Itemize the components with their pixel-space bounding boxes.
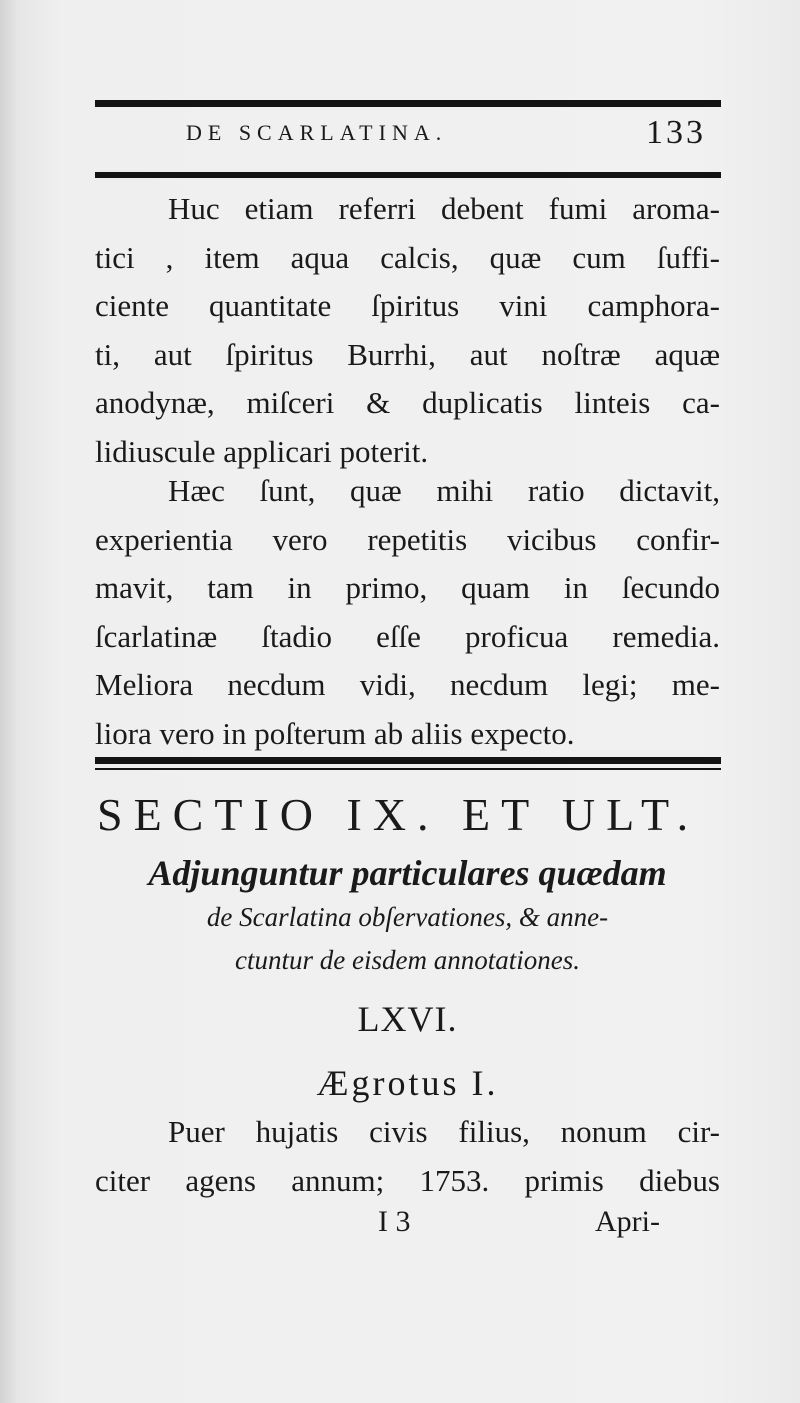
paragraph-remedies — [95, 467, 720, 758]
text-line: Huc etiam referri debent fumi aroma- — [168, 191, 720, 226]
text-line: Hæc ſunt, quæ mihi ratio dictavit, — [168, 473, 720, 508]
text-line: liora vero in poſterum ab aliis expecto. — [95, 715, 575, 751]
section-title: SECTIO IX. ET ULT. — [97, 789, 700, 840]
section-rule-thin — [95, 768, 721, 770]
signature-mark: I 3 — [378, 1205, 411, 1238]
text-line: ti, aut ſpiritus Burrhi, aut noſtræ aquæ — [95, 336, 720, 372]
page-number: 133 — [646, 114, 706, 151]
paragraph-fumigation — [95, 185, 720, 476]
text-line: anodynæ, miſceri & duplicatis linteis ca- — [95, 385, 720, 420]
running-header — [186, 114, 726, 151]
section-rule-thick — [95, 757, 721, 764]
text-line: lidiuscule applicari poterit. — [95, 433, 429, 469]
text-line: experientia vero repetitis vicibus confir- — [95, 521, 720, 557]
text-line: ciente quantitate ſpiritus vini camphora- — [95, 288, 720, 323]
text-line: ſcarlatinæ ſtadio eſſe proficua remedia. — [95, 618, 720, 654]
text-line: mavit, tam in primo, quam in ſecundo — [95, 570, 720, 605]
catchword: Apri- — [595, 1205, 660, 1238]
header-rule-top — [95, 100, 721, 107]
text-line: Meliora necdum vidi, necdum legi; me- — [95, 667, 720, 702]
text-line: tici , item aqua calcis, quæ cum ſuffi- — [95, 239, 720, 275]
section-subtitle-line-1: Adjunguntur particulares quædam — [148, 853, 667, 893]
paragraph-case — [95, 1108, 720, 1205]
section-subtitle-line-3: ctuntur de eisdem annotationes. — [235, 945, 580, 975]
section-subtitle-line-2: de Scarlatina obſervationes, & anne- — [206, 902, 609, 932]
header-rule-bottom — [95, 172, 721, 178]
running-title: DE SCARLATINA. — [186, 120, 448, 145]
case-number: LXVI. — [357, 999, 458, 1039]
case-title: Ægrotus I. — [316, 1063, 499, 1103]
text-line: citer agens annum; 1753. primis diebus — [95, 1162, 720, 1198]
text-line: Puer hujatis civis filius, nonum cir- — [168, 1114, 720, 1149]
